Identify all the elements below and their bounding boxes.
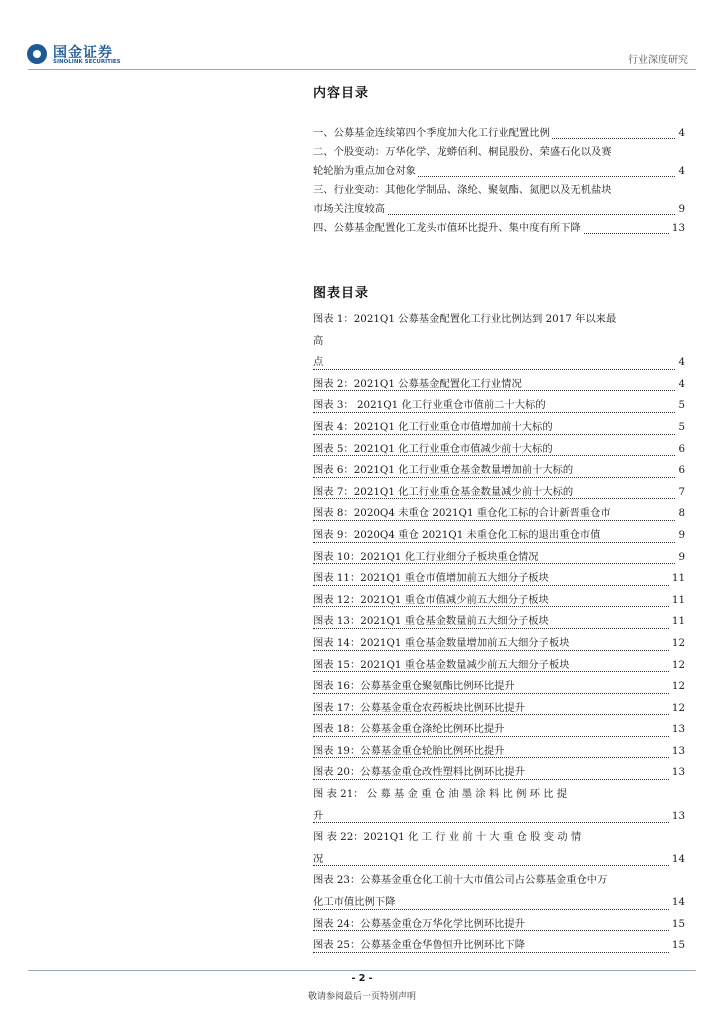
entry-text: 一、公募基金连续第四个季度加大化工行业配置比例 <box>313 127 550 139</box>
entry-text: 四、公募基金配置化工龙头市值环比提升、集中度有所下降 <box>313 222 581 234</box>
entry-text: 图表 14：2021Q1 重仓基金数量增加前五大细分子板块 <box>313 636 570 649</box>
figure-entry[interactable] <box>313 395 685 417</box>
figure-entry[interactable] <box>313 698 685 720</box>
entry-text: 图表 18：公募基金重仓涤纶比例环比提升 <box>313 723 505 736</box>
entry-page-number: 12 <box>670 698 685 720</box>
leader-dots <box>313 779 685 780</box>
figure-entry[interactable] <box>313 633 685 655</box>
entry-page-number: 5 <box>676 395 685 417</box>
entry-text: 升 <box>313 809 324 822</box>
leader-dots <box>313 650 685 651</box>
entry-text: 图表 12：2021Q1 重仓市值减少前五大细分子板块 <box>313 593 549 606</box>
toc-entry[interactable] <box>313 219 685 238</box>
figure-entry[interactable] <box>313 417 685 439</box>
leader-dots <box>313 498 685 499</box>
leader-dots <box>313 865 685 866</box>
report-type: 行业深度研究 <box>628 55 688 66</box>
leader-dots <box>313 930 685 931</box>
entry-page-number: 15 <box>670 914 685 936</box>
entry-text: 图表 15：2021Q1 重仓基金数量减少前五大细分子板块 <box>313 658 570 671</box>
logo-chinese-name: 国金证券 <box>53 45 113 61</box>
page-number: - 2 - <box>351 973 373 984</box>
entry-page-number: 11 <box>670 590 685 612</box>
entry-page-number: 4 <box>676 374 685 396</box>
toc-entry[interactable] <box>313 181 685 219</box>
figure-entry[interactable] <box>313 741 685 763</box>
leader-dots <box>313 412 685 413</box>
entry-page-number: 4 <box>676 124 685 143</box>
entry-page-number: 13 <box>670 762 685 784</box>
entry-text: 图表 19：公募基金重仓轮胎比例环比提升 <box>313 744 505 757</box>
entry-text: 图表 20：公募基金重仓改性塑料比例环比提升 <box>313 766 526 779</box>
leader-dots <box>313 952 685 953</box>
entry-page-number: 13 <box>670 741 685 763</box>
entry-page-number: 11 <box>670 568 685 590</box>
leader-dots <box>313 434 685 435</box>
entry-text: 图表 1：2021Q1 公募基金配置化工行业比例达到 2017 年以来最 <box>313 313 617 325</box>
logo-english-name: SINOLINK SECURITIES <box>53 59 121 65</box>
figure-entry[interactable] <box>313 762 685 784</box>
entry-text: 高 <box>313 334 324 347</box>
entry-text: 二、个股变动：万华化学、龙蟒佰利、桐昆股份、荣盛石化以及赛 <box>313 146 612 158</box>
entry-page-number: 11 <box>670 611 685 633</box>
figure-entry[interactable] <box>313 590 685 612</box>
entry-page-number: 12 <box>670 633 685 655</box>
entry-page-number: 5 <box>676 417 685 439</box>
figure-entry[interactable] <box>313 374 685 396</box>
entry-text: 图表 11：2021Q1 重仓市值增加前五大细分子板块 <box>313 572 549 585</box>
leader-dots <box>313 563 685 564</box>
entry-text: 图表 25：公募基金重仓华鲁恒升比例环比下降 <box>313 939 526 952</box>
entry-text: 况 <box>313 852 324 865</box>
entry-page-number: 13 <box>670 219 685 238</box>
header-divider <box>28 69 696 70</box>
leader-dots <box>313 477 685 478</box>
entry-text: 点 <box>313 356 324 369</box>
figures-list <box>313 309 685 957</box>
leader-dots <box>313 390 685 391</box>
footer-divider <box>28 970 696 971</box>
entry-page-number: 14 <box>670 849 685 871</box>
entry-text: 市场关注度较高 <box>313 203 386 215</box>
entry-text: 图 表 22：2021Q1 化 工 行 业 前 十 大 重 仓 股 变 动 情 <box>313 831 582 844</box>
logo-icon <box>27 44 47 64</box>
footer-disclaimer: 敬请参阅最后一页特别声明 <box>307 992 416 1002</box>
leader-dots <box>313 606 685 607</box>
leader-dots <box>313 628 685 629</box>
entry-page-number: 15 <box>670 935 685 957</box>
entry-page-number: 12 <box>670 676 685 698</box>
entry-text: 图表 6：2021Q1 化工行业重仓基金数量增加前十大标的 <box>313 464 574 477</box>
entry-text: 图 表 21： 公 募 基 金 重 仓 油 墨 涂 料 比 例 环 比 提 <box>313 788 568 801</box>
leader-dots <box>313 542 685 543</box>
figure-entry[interactable] <box>313 784 685 827</box>
figure-entry[interactable] <box>313 655 685 677</box>
entry-page-number: 7 <box>676 482 685 504</box>
entry-text: 图表 13：2021Q1 重仓基金数量前五大细分子板块 <box>313 615 549 628</box>
figure-entry[interactable] <box>313 676 685 698</box>
entry-page-number: 4 <box>676 352 685 374</box>
entry-page-number: 13 <box>670 719 685 741</box>
figure-entry[interactable] <box>313 827 685 870</box>
leader-dots <box>313 585 685 586</box>
entry-text: 图表 9：2020Q4 重仓 2021Q1 未重仓化工标的退出重仓市值 <box>313 528 601 541</box>
figure-entry[interactable] <box>313 547 685 569</box>
leader-dots <box>313 369 685 370</box>
entry-page-number: 9 <box>676 525 685 547</box>
entry-text: 轮轮胎为重点加仓对象 <box>313 165 416 177</box>
leader-dots <box>313 671 685 672</box>
entry-text: 图表 24：公募基金重仓万华化学比例环比提升 <box>313 917 526 930</box>
entry-text: 图表 5：2021Q1 化工行业重仓市值减少前十大标的 <box>313 442 553 455</box>
entry-page-number: 6 <box>676 460 685 482</box>
entry-text: 图表 23：公募基金重仓化工前十大市值公司占公募基金重仓中万 <box>313 874 608 887</box>
figure-entry[interactable] <box>313 611 685 633</box>
figure-entry[interactable] <box>313 568 685 590</box>
toc-list <box>313 124 685 238</box>
entry-text: 图表 17：公募基金重仓农药板块比例环比提升 <box>313 701 526 714</box>
figure-entry[interactable] <box>313 460 685 482</box>
leader-dots <box>313 693 685 694</box>
entry-page-number: 9 <box>676 547 685 569</box>
page-header <box>0 0 724 75</box>
entry-text: 化工市值比例下降 <box>313 896 396 909</box>
entry-page-number: 14 <box>670 892 685 914</box>
entry-text: 图表 2：2021Q1 公募基金配置化工行业情况 <box>313 377 522 390</box>
figure-entry[interactable] <box>313 482 685 504</box>
entry-text: 图表 16：公募基金重仓聚氨酯比例环比提升 <box>313 680 515 693</box>
leader-dots <box>313 736 685 737</box>
entry-page-number: 8 <box>676 503 685 525</box>
leader-dots <box>313 714 685 715</box>
figure-entry[interactable] <box>313 870 685 913</box>
figure-entry[interactable] <box>313 503 685 525</box>
entry-page-number: 12 <box>670 655 685 677</box>
entry-text: 图表 8：2020Q4 未重仓 2021Q1 重仓化工标的合计新晋重仓市 <box>313 507 611 520</box>
figure-entry[interactable] <box>313 719 685 741</box>
company-logo <box>27 42 137 68</box>
entry-page-number: 13 <box>670 806 685 828</box>
table-of-contents-area <box>313 78 685 957</box>
figure-entry[interactable] <box>313 309 685 374</box>
toc-entry[interactable] <box>313 124 685 143</box>
leader-dots <box>313 757 685 758</box>
entry-text: 图表 7：2021Q1 化工行业重仓基金数量减少前十大标的 <box>313 485 574 498</box>
entry-page-number: 6 <box>676 439 685 461</box>
entry-text: 图表 3： 2021Q1 化工行业重仓市值前二十大标的 <box>313 399 546 412</box>
leader-dots <box>313 822 685 823</box>
entry-page-number: 9 <box>676 200 685 219</box>
figure-entry[interactable] <box>313 439 685 461</box>
toc-entry[interactable] <box>313 143 685 181</box>
entry-page-number: 4 <box>676 162 685 181</box>
entry-text: 三、行业变动：其他化学制品、涤纶、聚氨酯、氮肥以及无机盐块 <box>313 184 612 196</box>
figures-title: 图表目录 <box>313 286 370 301</box>
figure-entry[interactable] <box>313 525 685 547</box>
leader-dots <box>313 909 685 910</box>
figure-entry[interactable] <box>313 914 685 936</box>
entry-text: 图表 4：2021Q1 化工行业重仓市值增加前十大标的 <box>313 420 553 433</box>
leader-dots <box>313 455 685 456</box>
entry-text: 图表 10：2021Q1 化工行业细分子板块重仓情况 <box>313 550 539 563</box>
figure-entry[interactable] <box>313 935 685 957</box>
toc-title: 内容目录 <box>313 86 370 101</box>
leader-dots <box>313 520 685 521</box>
